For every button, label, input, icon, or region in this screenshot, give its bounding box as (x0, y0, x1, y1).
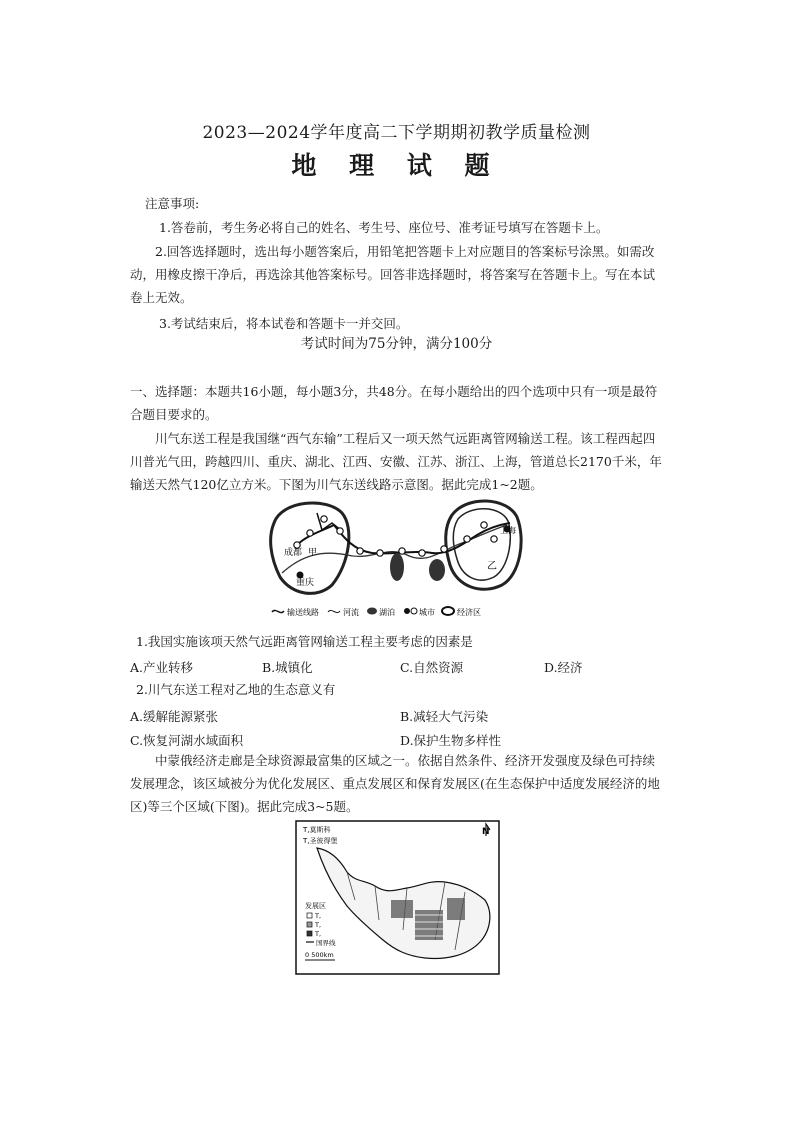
legend-city-icon (404, 608, 410, 614)
q1-option-b: B.城镇化 (262, 660, 313, 675)
city-marker (377, 550, 383, 556)
legend-zone-2-icon (307, 922, 312, 927)
development-zone (447, 898, 465, 920)
notice-item-2: 2.回答选择题时，选出每小题答案后，用铅笔把答题卡上对应题目的答案标号涂黑。如需改动，用橡皮擦干净后，再选涂其他答案标号。回答非选择题时，将答案写在答题卡上。写在本试卷上无效。 (130, 244, 656, 305)
label-moscow: T,莫斯科 (303, 826, 331, 834)
label-yi: 乙 (487, 561, 497, 572)
q1-option-c: C.自然资源 (400, 660, 464, 675)
lake (429, 559, 445, 581)
legend-lake: 湖泊 (379, 608, 395, 617)
q1-option-d: D.经济 (544, 660, 583, 675)
legend-lake-icon (367, 608, 377, 615)
q2-option-c: C.恢复河湖水域面积 (130, 733, 244, 748)
scale-label: 0 500km (305, 951, 334, 959)
legend-city: 城市 (419, 608, 435, 617)
legend-economic-zone-icon (442, 607, 454, 615)
subject-title: 地 理 试 题 (291, 151, 502, 180)
development-zone (391, 900, 413, 918)
city-marker (337, 528, 343, 534)
legend-title: 发展区 (305, 902, 326, 910)
city-marker (419, 550, 425, 556)
city-marker (399, 548, 405, 554)
passage-1: 川气东送工程是我国继“西气东输”工程后又一项天然气远距离管网输送工程。该工程西起四川普光气田，跨越四川、重庆、湖北、江西、安徽、江苏、浙江、上海，管道总长2170千米，年输送天然气120亿立方米。下图为川气东送线路示意图。据此完成1~2题。 (130, 431, 662, 492)
label-zhong: 甲 (308, 548, 318, 558)
legend-zone-2: T, (315, 921, 322, 929)
notice-item-1: 1.答卷前，考生务必将自己的姓名、考生号、座位号、准考证号填写在答题卡上。 (159, 220, 609, 235)
city-marker (441, 546, 447, 552)
label-st-petersburg: T,圣彼得堡 (303, 837, 338, 845)
q1-option-a: A.产业转移 (130, 660, 194, 675)
label-shanghai: 上海 (500, 526, 516, 535)
notice-item-3: 3.考试结束后，将本试卷和答题卡一并交回。 (159, 316, 409, 331)
city-marker (491, 536, 497, 542)
label-chengdu: 成都 (284, 548, 303, 558)
question-1-stem: 1.我国实施该项天然气远距离管网输送工程主要考虑的因素是 (136, 634, 473, 649)
development-zone (415, 910, 443, 940)
notice-heading: 注意事项: (145, 196, 200, 211)
legend-zone-1: T, (315, 912, 322, 920)
q2-option-b: B.减轻大气污染 (400, 709, 489, 724)
gas-pipeline-map (262, 495, 532, 621)
north-arrow-label: N (482, 827, 490, 837)
q2-option-d: D.保护生物多样性 (400, 733, 502, 748)
exam-title: 2023—2024学年度高二下学期期初教学质量检测 (202, 123, 591, 143)
city-marker (321, 516, 327, 522)
legend-line-icon (272, 610, 284, 612)
legend-border: 国界线 (316, 939, 336, 947)
legend-zone-3-icon (307, 931, 312, 936)
label-chongqing: 重庆 (296, 578, 315, 588)
exam-time: 考试时间为75分钟，满分100分 (300, 336, 493, 352)
section-heading: 一、选择题：本题共16小题，每小题3分，共48分。在每小题给出的四个选项中只有一项是最符合题目要求的。 (130, 384, 658, 422)
legend-economic-zone: 经济区 (457, 608, 481, 617)
legend-city-icon (411, 608, 417, 614)
passage-2: 中蒙俄经济走廊是全球资源最富集的区域之一。依据自然条件、经济开发强度及绿色可持续发展理念，该区域被分为优化发展区、重点发展区和保育发展区(在生态保护中适度发展经济的地区)等三个区域(下图)。据此完成3~5题。 (130, 753, 660, 814)
legend-pipeline: 输送线路 (287, 608, 319, 617)
q2-option-a: A.缓解能源紧张 (130, 709, 219, 724)
question-2-stem: 2.川气东送工程对乙地的生态意义有 (136, 682, 336, 697)
city-marker (481, 522, 487, 528)
legend-zone-3: T, (315, 930, 322, 938)
lake (390, 553, 404, 581)
legend-river: 河流 (343, 608, 359, 617)
city-marker (357, 548, 363, 554)
city-marker (307, 530, 313, 536)
economic-corridor-map (295, 820, 500, 975)
legend-river-icon (328, 610, 340, 612)
legend-zone-1-icon (307, 913, 312, 918)
city-marker (464, 536, 470, 542)
